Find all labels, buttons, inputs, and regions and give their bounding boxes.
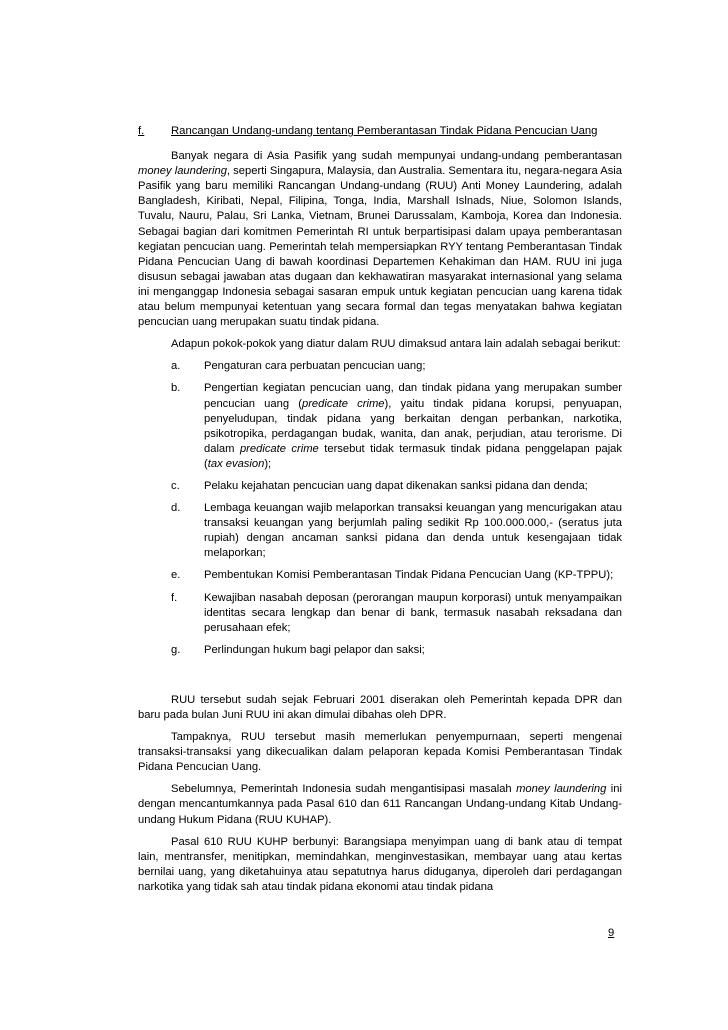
list-item-label: e. (171, 569, 181, 582)
italic-term: money laundering (516, 783, 607, 796)
text-run: , seperti Singapura, Malaysia, dan Australia. Sementara itu, negara-negara Asia Pasifik yang baru memiliki Rancangan Undang-undang (RUU) Anti Money Laundering, adalah Bangladesh, Kiribati, Nepal, Filipina, Tonga, India, Marshall Islnads, Niue, Solomon Islands, Tuvalu, Nauru, Palau, Sri Lanka, Vietnam, Brunei Darussalam, Kamboja, Korea dan Indonesia. Sebagai bagian dari komitmen Pemerintah RI untuk berpartisipasi dalam upaya pemberantasan kegiatan pencucian uang. Pemerintah telah mempersiapkan RYY tentang Pemberantasan Tindak Pidana Pencucian Uang di bawah koordinasi Departemen Kehakiman dan HAM. RUU ini juga disusun sebagai jawaban atas dugaan dan kekhawatiran masyarakat internasional yang selama ini menganggap Indonesia sebagai sasaran empuk untuk kegiatan pencucian uang karena tidak atau belum mempunyai ketentuan yang secara formal dan tegas menyatakan bahwa kegiatan pencucian uang merupakan suatu tindak pidana. (138, 165, 622, 329)
italic-term: money laundering (138, 165, 227, 178)
document-page (138, 124, 622, 902)
list-item (138, 359, 622, 374)
list-item-label: f. (171, 591, 178, 604)
list-item-label: c. (171, 479, 180, 492)
paragraph-intro (138, 149, 622, 330)
paragraph-ruu-status: RUU tersebut sudah sejak Februari 2001 diserakan oleh Pemerintah kepada DPR dan baru pada bulan Juni RUU ini akan dimulai dibahas oleh DPR. (138, 693, 622, 721)
list-item-text: Pembentukan Komisi Pemberantasan Tindak Pidana Pencucian Uang (KP-TPPU); (204, 569, 614, 582)
list-item (138, 591, 622, 636)
list-item-label: b. (171, 382, 181, 395)
italic-term: predicate crime (301, 397, 385, 410)
list-item-text: Pelaku kejahatan pencucian uang dapat dikenakan sanksi pidana dan denda; (204, 479, 588, 492)
text-run: Banyak negara di Asia Pasifik yang sudah mempunyai undang-undang pemberantasan (171, 150, 622, 163)
list-item (138, 643, 622, 658)
text-run: tersebut tidak termasuk tindak pidana penggelapan pajak ( (204, 442, 622, 470)
text-run: ), yaitu tindak pidana korupsi, penyuapan, penyeludupan, tindak pidana yang berkaitan dengan perbankan, narkotika, psikotropika, perdagangan budak, wanita, dan anak, perjudian, atau terorisme. Di dalam (204, 397, 623, 455)
list-item-text: Pengaturan cara perbuatan pencucian uang; (204, 360, 426, 373)
spacer (138, 665, 622, 693)
list-item-label: g. (171, 643, 181, 656)
section-letter: f. (138, 125, 145, 137)
list-item-label: a. (171, 360, 181, 373)
text-run: Pengertian kegiatan pencucian uang, dan tindak pidana yang merupakan sumber pencucian uang ( (204, 382, 622, 410)
list-item (138, 479, 622, 494)
list-item-text: Kewajiban nasabah deposan (perorangan maupun korporasi) untuk menyampaikan identitas secara lengkap dan benar di bank, termasuk nasabah reksadana dan perusahaan efek; (204, 591, 622, 634)
list-item (138, 501, 622, 561)
text-run: ); (264, 457, 272, 470)
text-run: ini dengan mencantumkannya pada Pasal 610 dan 611 Rancangan Undang-undang Kitab Undang-undang Hukum Pidana (RUU KUHAP). (138, 783, 622, 826)
list-item-label: d. (171, 502, 181, 515)
paragraph-anticipation (138, 782, 622, 827)
paragraph-list-intro: Adapun pokok-pokok yang diatur dalam RUU dimaksud antara lain adalah sebagai berikut: (171, 338, 621, 351)
paragraph-ruu-improvement: Tampaknya, RUU tersebut masih memerlukan penyempurnaan, seperti mengenai transaksi-transaksi yang dikecualikan dalam pelaporan kepada Komisi Pemberantasan Tindak Pidana Pencucian Uang. (138, 731, 622, 774)
list-item (138, 381, 622, 472)
list-item-text: Lembaga keuangan wajib melaporkan transaksi keuangan yang mencurigakan atau transaksi keuangan yang berjumlah paling sedikit Rp 100.000.000,- (seratus juta rupiah) dengan ancaman sanksi pidana dan denda untuk kesengajaan tidak melaporkan; (204, 502, 622, 560)
section-title: Rancangan Undang-undang tentang Pemberantasan Tindak Pidana Pencucian Uang (171, 125, 598, 137)
points-list (138, 359, 622, 658)
italic-term: tax evasion (207, 457, 265, 470)
page-number: 9 (608, 927, 615, 939)
list-item-text (204, 381, 622, 472)
list-item-text: Perlindungan hukum bagi pelapor dan saksi; (204, 643, 425, 656)
italic-term: predicate crime (239, 442, 319, 455)
list-item (138, 568, 622, 583)
section-heading (138, 124, 622, 139)
paragraph-pasal-610: Pasal 610 RUU KUHP berbunyi: Barangsiapa menyimpan uang di bank atau di tempat lain, mentransfer, menitipkan, memindahkan, menginvestasikan, membayar uang atau kertas bernilai uang, yang diketahuinya atau sepatutnya harus diduganya, diperoleh dari perdagangan narkotika yang tidak sah atau tindak pidana ekonomi atau tindak pidana (138, 835, 622, 893)
text-run: Sebelumnya, Pemerintah Indonesia sudah mengantisipasi masalah (171, 783, 517, 796)
